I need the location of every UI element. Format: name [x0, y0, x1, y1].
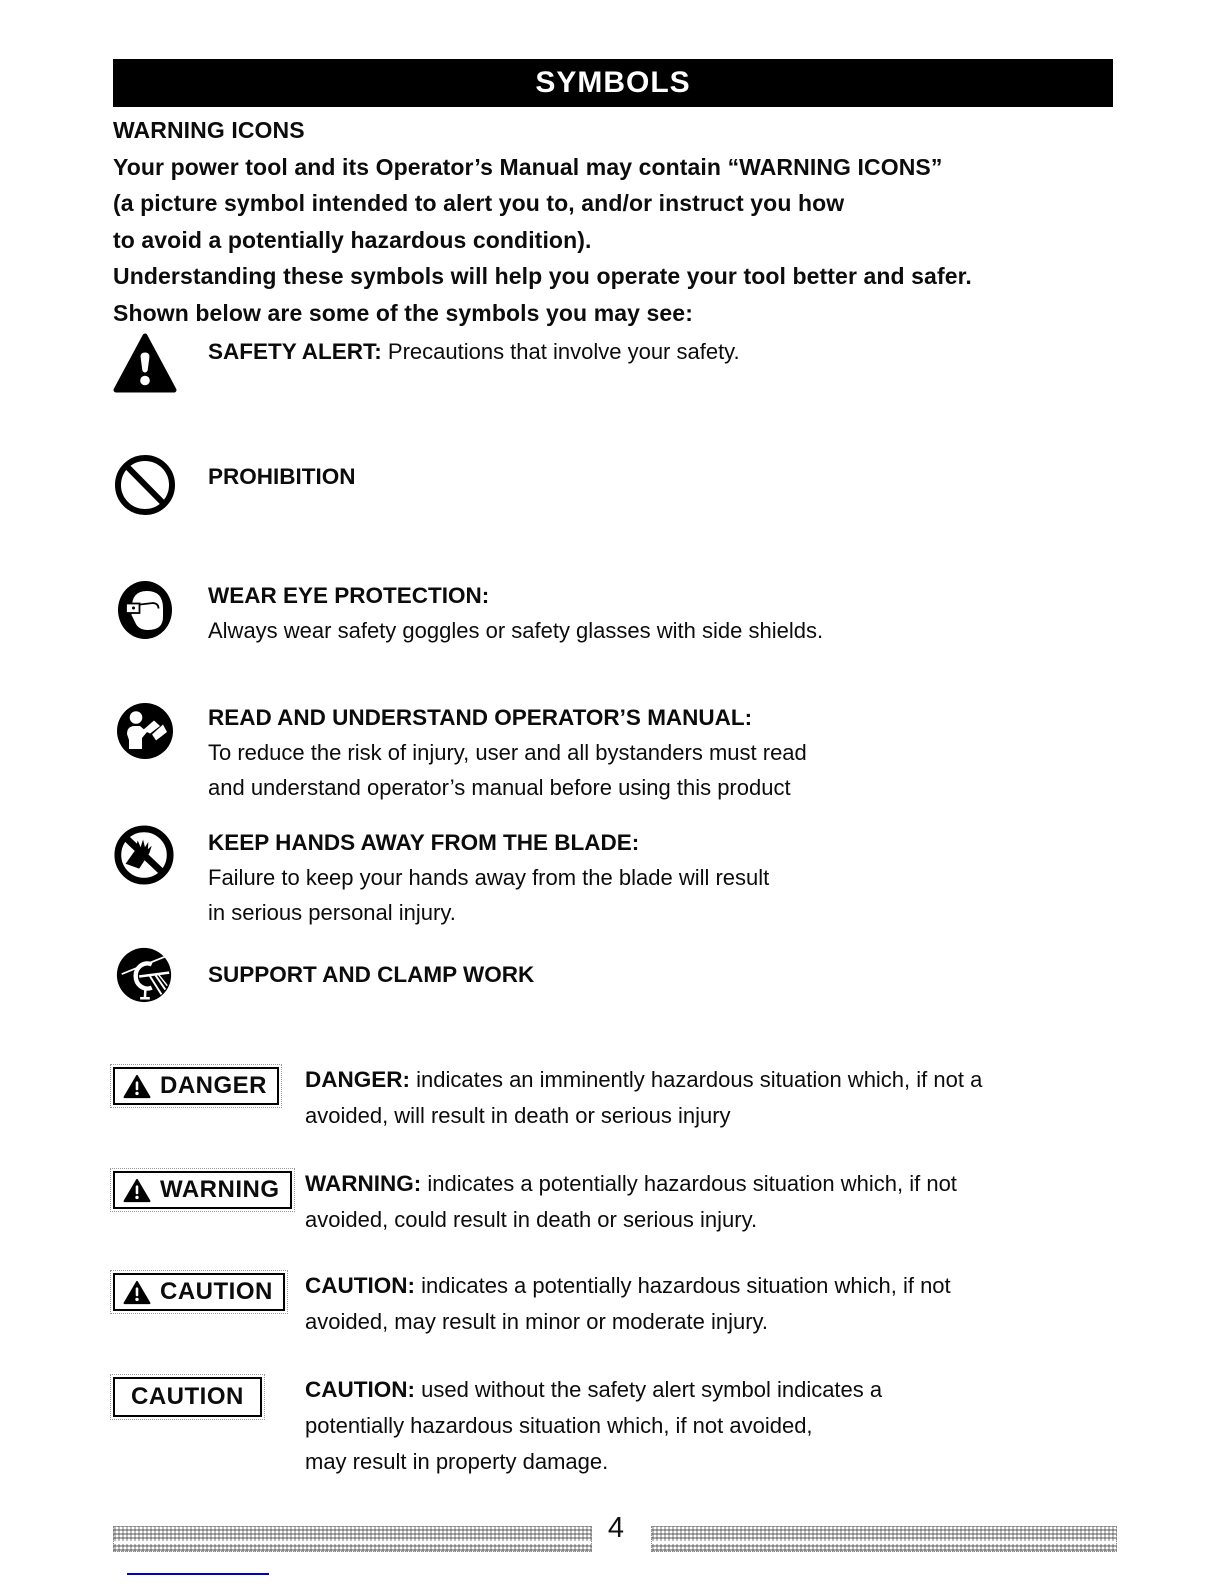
- intro-line: (a picture symbol intended to alert you to, and/or instruct you how: [113, 190, 845, 216]
- intro-line: Shown below are some of the symbols you may see:: [113, 299, 693, 326]
- symbol-text: [208, 452, 356, 518]
- wear-eye-protection-icon: [113, 576, 179, 642]
- intro-line: Understanding these symbols will help you operate your tool better and safer.: [113, 263, 972, 289]
- alert-row-danger: [113, 1062, 1123, 1134]
- alert-description: avoided, may result in minor or moderate injury.: [305, 1309, 769, 1334]
- symbol-title: SUPPORT AND CLAMP WORK: [208, 962, 535, 987]
- symbol-text: [208, 942, 534, 1008]
- alert-term: WARNING:: [305, 1171, 422, 1196]
- alert-term: CAUTION:: [305, 1273, 415, 1298]
- alert-text: [305, 1372, 882, 1480]
- alert-description: used without the safety alert symbol indicates a: [421, 1377, 883, 1402]
- symbol-text: [208, 823, 769, 930]
- symbol-title: SAFETY ALERT:: [208, 339, 382, 364]
- alert-term: DANGER:: [305, 1067, 410, 1092]
- read-operators-manual-icon: [113, 698, 179, 764]
- symbol-title: KEEP HANDS AWAY FROM THE BLADE:: [208, 830, 640, 855]
- badge-label: DANGER: [160, 1072, 268, 1099]
- symbol-text: [208, 576, 823, 648]
- intro-line: to avoid a potentially hazardous condition).: [113, 226, 592, 253]
- badge-label: CAUTION: [131, 1383, 244, 1410]
- intro-block: [113, 112, 1123, 331]
- alert-description: potentially hazardous situation which, if not avoided,: [305, 1413, 813, 1438]
- alert-description: avoided, will result in death or serious injury: [305, 1103, 731, 1128]
- alert-triangle-icon: [123, 1280, 151, 1305]
- prohibition-icon: [113, 452, 179, 518]
- alert-text: [305, 1268, 951, 1340]
- safety-alert-icon: [113, 332, 179, 398]
- keep-hands-away-icon: [113, 823, 179, 889]
- badge-column: [113, 1268, 305, 1340]
- caution-badge: [113, 1273, 285, 1311]
- symbol-row-prohibition: [113, 452, 1123, 518]
- alert-description: avoided, could result in death or serious injury.: [305, 1207, 758, 1232]
- warning-badge: [113, 1171, 292, 1209]
- symbol-description: Failure to keep your hands away from the blade will result: [208, 865, 770, 890]
- footer-decorative-bar-left: [113, 1526, 592, 1552]
- alert-description: indicates a potentially hazardous situation which, if not: [421, 1273, 951, 1298]
- symbol-description: Precautions that involve your safety.: [387, 339, 740, 364]
- badge-label: WARNING: [160, 1176, 280, 1203]
- badge-column: [113, 1062, 305, 1134]
- caution-plain-badge: [113, 1377, 262, 1417]
- support-and-clamp-icon: [113, 942, 179, 1008]
- intro-line: Your power tool and its Operator’s Manual may contain “WARNING ICONS”: [113, 153, 943, 180]
- symbol-description: in serious personal injury.: [208, 900, 456, 925]
- symbol-row-read-manual: [113, 698, 1123, 805]
- symbol-description: and understand operator’s manual before using this product: [208, 775, 791, 800]
- footer-blue-line: [127, 1573, 269, 1575]
- symbol-text: [208, 332, 740, 398]
- alert-description: indicates an imminently hazardous situation which, if not a: [416, 1067, 983, 1092]
- symbol-row-keep-hands-away: [113, 823, 1123, 930]
- intro-heading: WARNING ICONS: [113, 117, 305, 143]
- alert-text: [305, 1166, 957, 1238]
- danger-badge: [113, 1067, 279, 1105]
- symbol-row-support-clamp: [113, 942, 1123, 1008]
- badge-column: [113, 1166, 305, 1238]
- symbol-title: WEAR EYE PROTECTION:: [208, 583, 490, 608]
- section-header-bar: [113, 59, 1113, 107]
- alert-triangle-icon: [123, 1178, 151, 1203]
- badge-label: CAUTION: [160, 1278, 273, 1305]
- alert-description: indicates a potentially hazardous situation which, if not: [427, 1171, 957, 1196]
- footer-decorative-bar-right: [651, 1526, 1117, 1552]
- page-number: 4: [607, 1512, 625, 1544]
- section-title: SYMBOLS: [535, 66, 691, 99]
- symbol-title: PROHIBITION: [208, 464, 356, 489]
- symbol-row-eye-protection: [113, 576, 1123, 648]
- badge-column: [113, 1372, 305, 1480]
- alert-row-caution-plain: [113, 1372, 1123, 1480]
- alert-term: CAUTION:: [305, 1377, 415, 1402]
- symbol-row-safety-alert: [113, 332, 1123, 398]
- symbol-description: To reduce the risk of injury, user and all bystanders must read: [208, 740, 807, 765]
- alert-triangle-icon: [123, 1074, 151, 1099]
- symbol-title: READ AND UNDERSTAND OPERATOR’S MANUAL:: [208, 705, 753, 730]
- alert-description: may result in property damage.: [305, 1449, 609, 1474]
- alert-row-warning: [113, 1166, 1123, 1238]
- symbol-text: [208, 698, 807, 805]
- symbol-description: Always wear safety goggles or safety glasses with side shields.: [208, 618, 824, 643]
- alert-text: [305, 1062, 982, 1134]
- alert-row-caution: [113, 1268, 1123, 1340]
